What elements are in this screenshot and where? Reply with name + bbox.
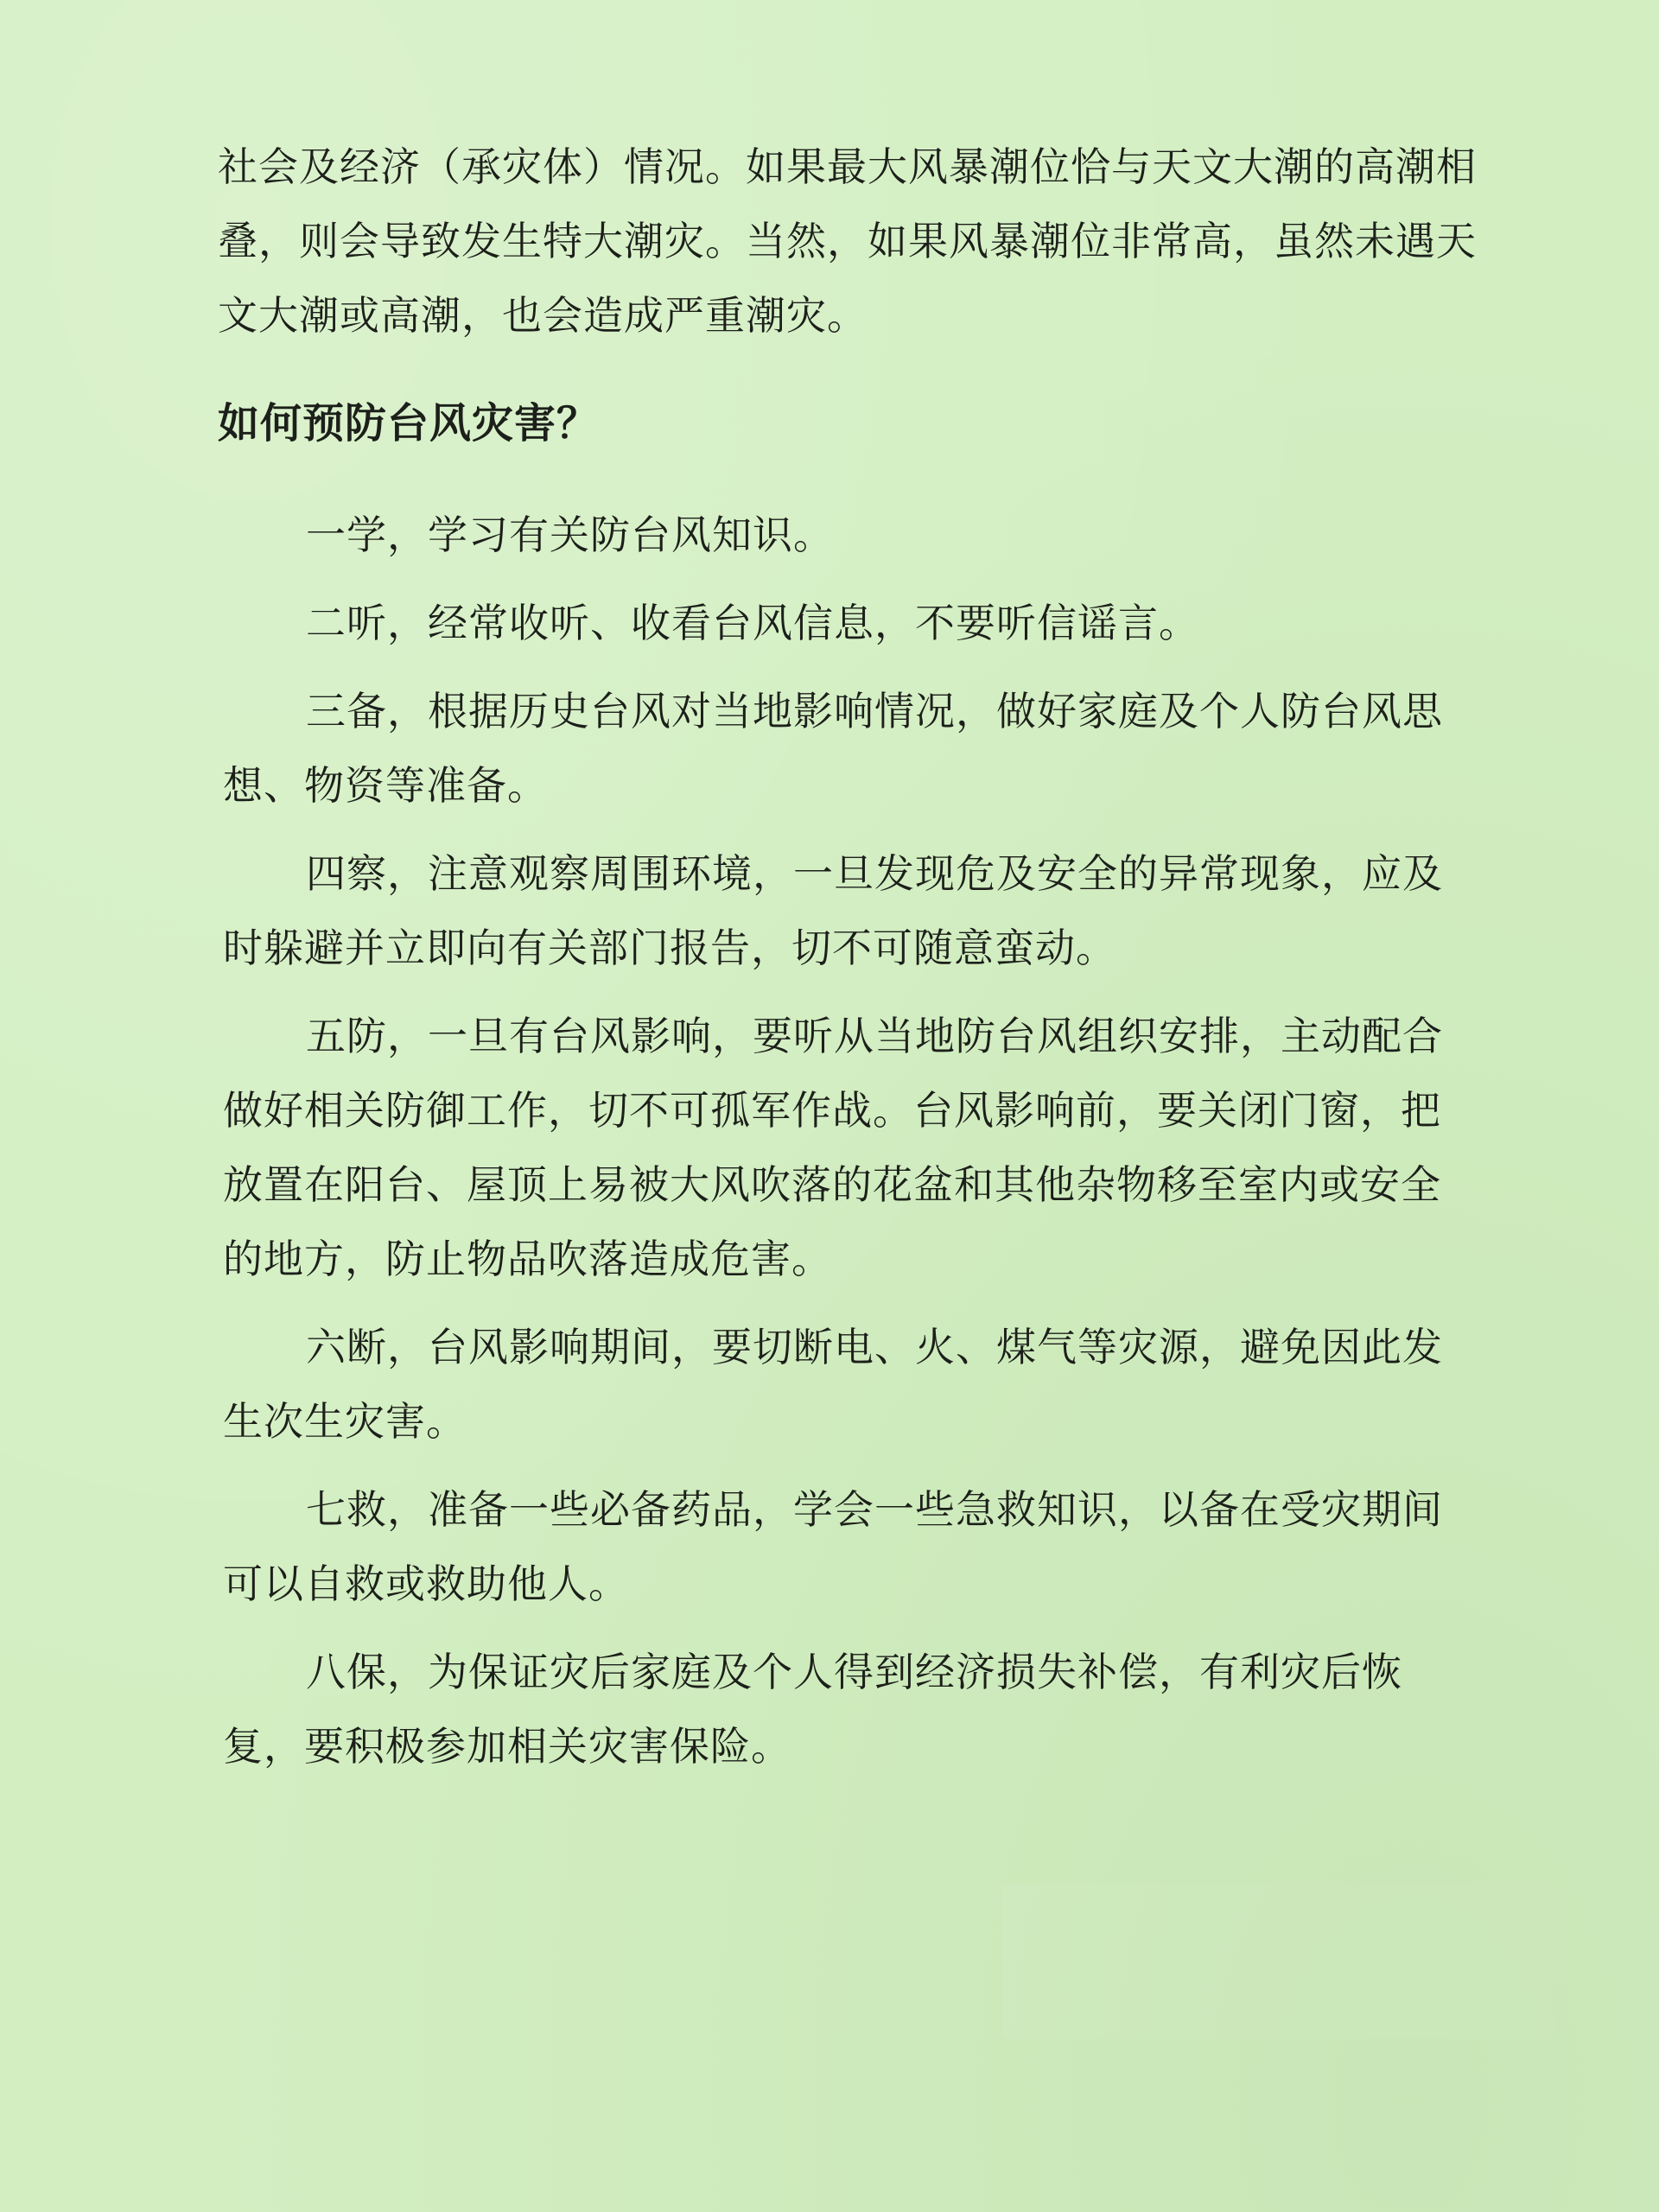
measure-paragraph: 三备，根据历史台风对当地影响情况，做好家庭及个人防台风思想、物资等准备。 bbox=[223, 688, 1443, 809]
prevention-measures bbox=[223, 498, 1472, 1797]
intro-section bbox=[218, 130, 1488, 353]
intro-paragraph: 社会及经济（承灾体）情况。如果最大风暴潮位恰与天文大潮的高潮相叠，则会导致发生特大潮灾。当然，如果风暴潮位非常高，虽然未遇天文大潮或高潮，也会造成严重潮灾。 bbox=[218, 143, 1477, 339]
measure-paragraph: 八保，为保证灾后家庭及个人得到经济损失补偿，有利灾后恢复，要积极参加相关灾害保险。 bbox=[223, 1649, 1402, 1770]
measure-paragraph: 四察，注意观察周围环境，一旦发现危及安全的异常现象，应及时躲避并立即向有关部门报告，切不可随意蛮动。 bbox=[223, 850, 1443, 971]
section-heading: 如何预防台风灾害？ bbox=[218, 399, 600, 448]
measure-paragraph: 二听，经常收听、收看台风信息，不要听信谣言。 bbox=[306, 600, 1199, 646]
show-through-shadow bbox=[1002, 1884, 1555, 2039]
measure-paragraph: 六断，台风影响期间，要切断电、火、煤气等灾源，避免因此发生次生灾害。 bbox=[223, 1324, 1443, 1445]
measure-paragraph: 七救，准备一些必备药品，学会一些急救知识，以备在受灾期间可以自救或救助他人。 bbox=[223, 1486, 1443, 1607]
measure-paragraph: 五防，一旦有台风影响，要听从当地防台风组织安排，主动配合做好相关防御工作，切不可孤军作战。台风影响前，要关闭门窗，把放置在阳台、屋顶上易被大风吹落的花盆和其他杂物移至室内或安全的地方，防止物品吹落造成危害。 bbox=[223, 1013, 1443, 1282]
measure-paragraph: 一学，学习有关防台风知识。 bbox=[306, 512, 834, 558]
